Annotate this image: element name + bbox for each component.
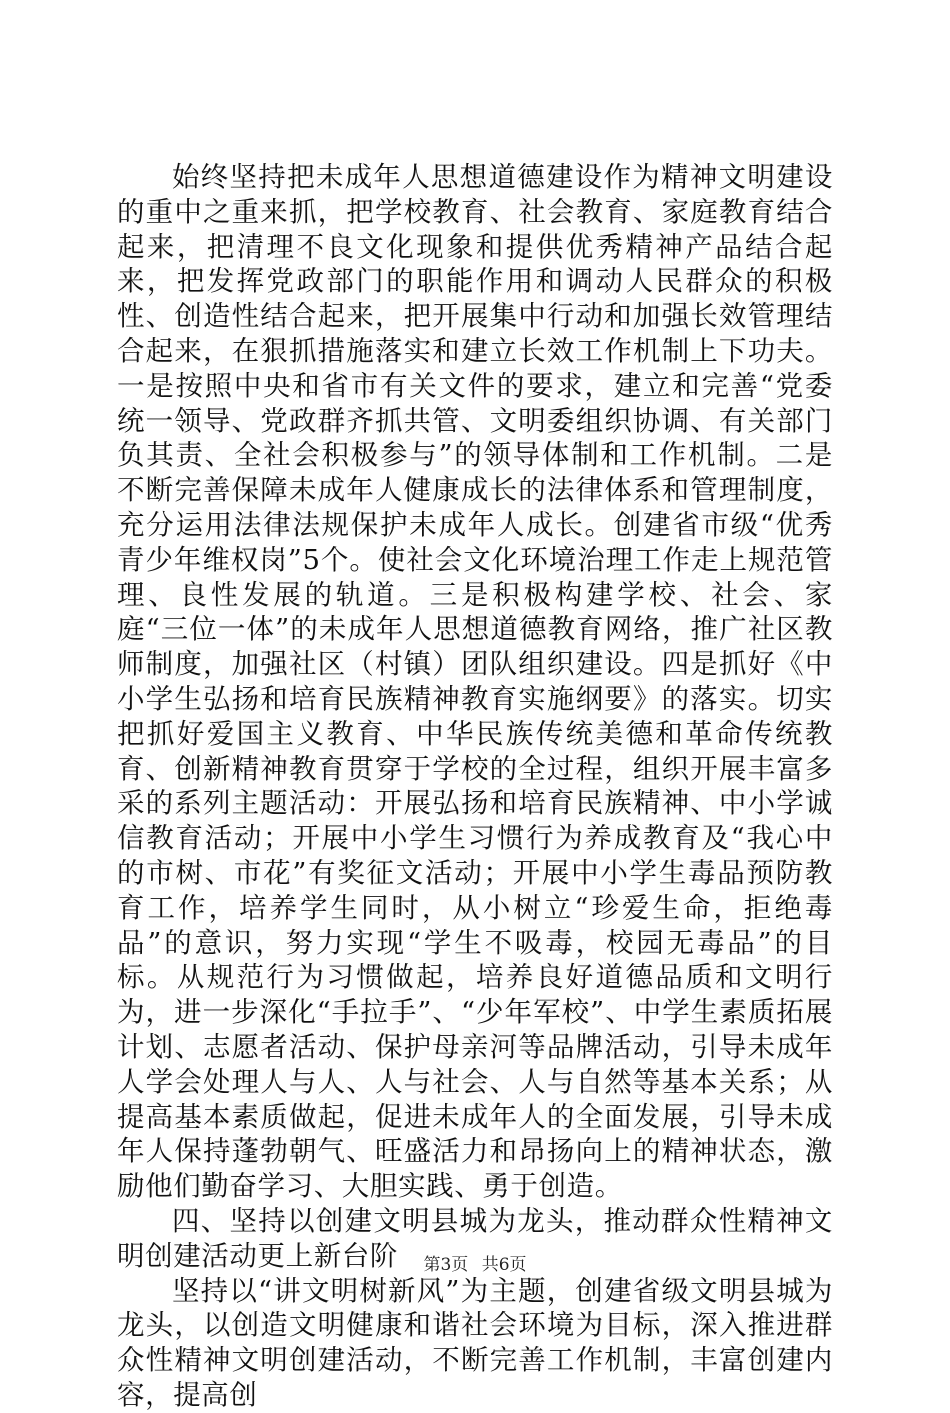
body-paragraph-2: 坚持以“讲文明树新风”为主题，创建省级文明县城为龙头，以创造文明健康和谐社会环境为目标，深入推进群众性精神文明创建活动，不断完善工作机制，丰富创建内容，提高创 [117,1274,833,1411]
page-number: 第3页 [423,1255,469,1275]
document-body [117,160,833,1413]
page-footer [0,1250,950,1275]
section-heading-4: 四、坚持以创建文明县城为龙头，推动群众性精神文明创建活动更上新台阶 [117,1204,833,1272]
page-total: 共6页 [481,1255,527,1275]
body-paragraph-1: 始终坚持把未成年人思想道德建设作为精神文明建设的重中之重来抓，把学校教育、社会教育、家庭教育结合起来，把清理不良文化现象和提供优秀精神产品结合起来，把发挥党政部门的职能作用和调动人民群众的积极性、创造性结合起来，把开展集中行动和加强长效管理结合起来，在狠抓措施落实和建立长效工作机制上下功夫。一是按照中央和省市有关文件的要求，建立和完善“党委统一领导、党政群齐抓共管、文明委组织协调、有关部门负其责、全社会积极参与”的领导体制和工作机制。二是不断完善保障未成年人健康成长的法律体系和管理制度，充分运用法律法规保护未成年人成长。创建省市级“优秀青少年维权岗”5个。使社会文化环境治理工作走上规范管理、良性发展的轨道。三是积极构建学校、社会、家庭“三位一体”的未成年人思想道德教育网络，推广社区教师制度，加强社区（村镇）团队组织建设。四是抓好《中小学生弘扬和培育民族精神教育实施纲要》的落实。切实把抓好爱国主义教育、中华民族传统美德和革命传统教育、创新精神教育贯穿于学校的全过程，组织开展丰富多采的系列主题活动：开展弘扬和培育民族精神、中小学诚信教育活动；开展中小学生习惯行为养成教育及“我心中的市树、市花”有奖征文活动；开展中小学生毒品预防教育工作，培养学生同时，从小树立“珍爱生命，拒绝毒品”的意识，努力实现“学生不吸毒，校园无毒品”的目标。从规范行为习惯做起，培养良好道德品质和文明行为，进一步深化“手拉手”、“少年军校”、中学生素质拓展计划、志愿者活动、保护母亲河等品牌活动，引导未成年人学会处理人与人、人与社会、人与自然等基本关系；从提高基本素质做起，促进未成年人的全面发展，引导未成年人保持蓬勃朝气、旺盛活力和昂扬向上的精神状态，激励他们勤奋学习、大胆实践、勇于创造。 [117,161,833,1203]
